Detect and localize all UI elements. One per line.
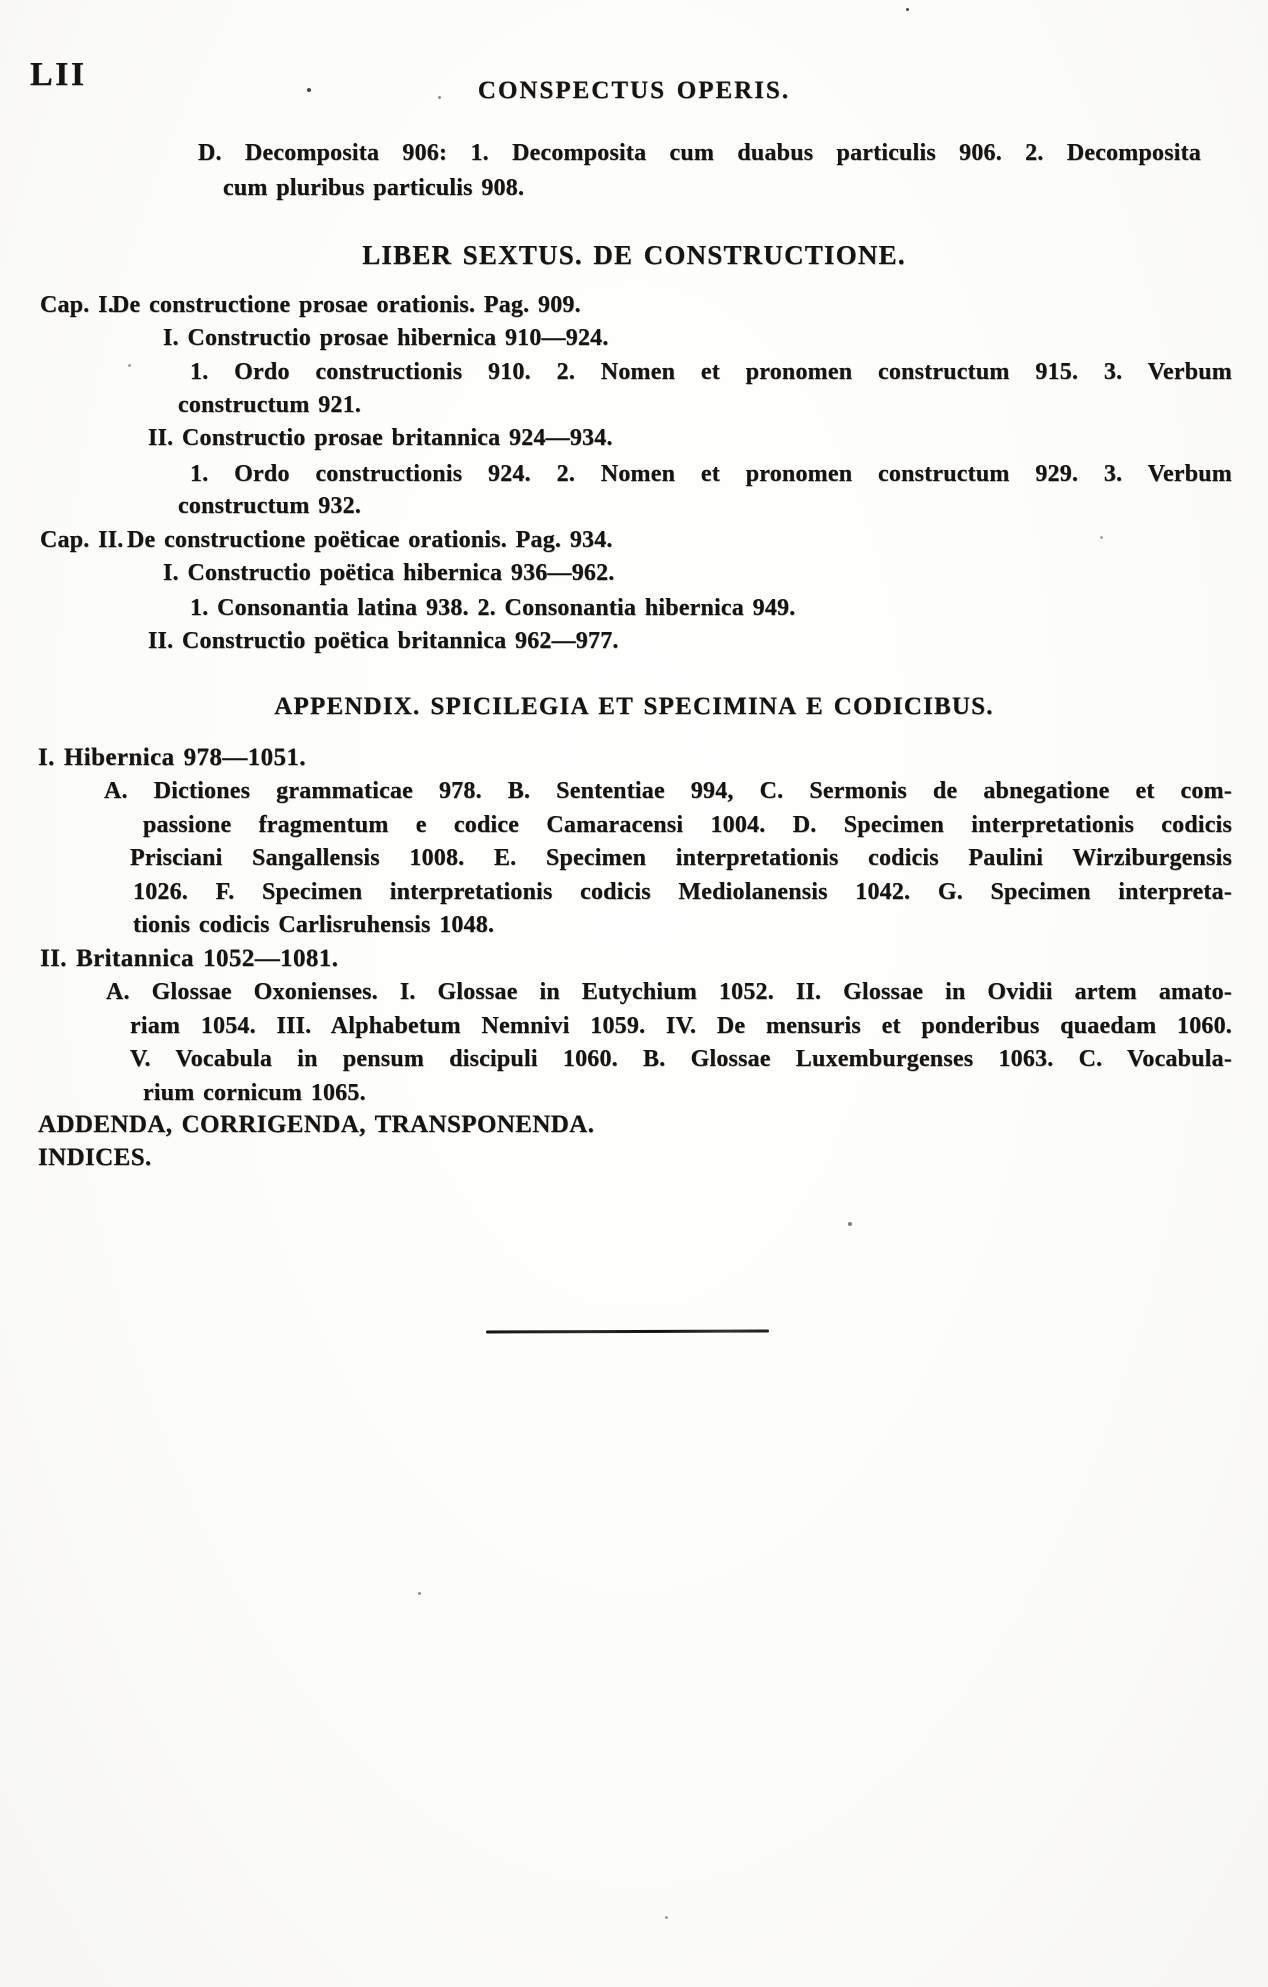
cap1-sub-i-line1: 1. Ordo constructionis 910. 2. Nomen et pronomen constructum 915. 3. Verbum [190, 359, 1232, 385]
britannica-title: II. Britannica 1052—1081. [40, 945, 339, 972]
scan-speck [438, 96, 441, 99]
cap1-label: Cap. I. [40, 292, 114, 318]
cap2-sub-i-title: I. Constructio poëtica hibernica 936—962. [163, 560, 615, 586]
scan-speck [1100, 536, 1103, 539]
scan-speck [307, 88, 311, 92]
decomposita-line-2: cum pluribus particulis 908. [223, 175, 525, 201]
britannica-line-3: V. Vocabula in pensum discipuli 1060. B. Glossae Luxemburgenses 1063. C. Vocabula- [130, 1046, 1232, 1072]
hibernica-title: I. Hibernica 978—1051. [38, 744, 306, 771]
cap2-label: Cap. II. [40, 527, 124, 553]
page-number: LII [30, 56, 87, 93]
cap1-sub-ii-title: II. Constructio prosae britannica 924—934. [148, 425, 613, 451]
addenda-line: ADDENDA, CORRIGENDA, TRANSPONENDA. [38, 1111, 595, 1138]
hibernica-line-1: A. Dictiones grammaticae 978. B. Sententiae 994, C. Sermonis de abnegatione et com- [104, 778, 1232, 804]
appendix-heading: APPENDIX. SPICILEGIA ET SPECIMINA E CODICIBUS. [274, 693, 994, 720]
britannica-line-1: A. Glossae Oxonienses. I. Glossae in Eutychium 1052. II. Glossae in Ovidii artem amato- [106, 979, 1232, 1005]
cap1-line [40, 290, 581, 320]
running-title: CONSPECTUS OPERIS. [477, 77, 791, 104]
cap1-sub-i-line2: constructum 921. [178, 392, 362, 418]
cap1-title: De constructione prosae orationis. Pag. 909. [112, 292, 581, 318]
scan-speck [665, 1916, 668, 1919]
scan-speck [418, 1592, 421, 1595]
scan-speck [128, 364, 131, 367]
scan-speck [848, 1222, 852, 1226]
indices-line: INDICES. [38, 1144, 152, 1171]
britannica-line-2: riam 1054. III. Alphabetum Nemnivi 1059. IV. De mensuris et ponderibus quaedam 1060. [130, 1013, 1232, 1039]
hibernica-line-4: 1026. F. Specimen interpretationis codicis Mediolanensis 1042. G. Specimen interpreta- [133, 879, 1232, 905]
hibernica-line-2: passione fragmentum e codice Camaracensi 1004. D. Specimen interpretationis codicis [143, 812, 1232, 838]
hibernica-line-5: tionis codicis Carlisruhensis 1048. [133, 912, 495, 938]
liber-sextus-heading: LIBER SEXTUS. DE CONSTRUCTIONE. [362, 240, 906, 270]
cap2-sub-i-line1: 1. Consonantia latina 938. 2. Consonantia hibernica 949. [190, 595, 796, 621]
britannica-line-4: rium cornicum 1065. [143, 1080, 366, 1106]
decomposita-line-1: D. Decomposita 906: 1. Decomposita cum duabus particulis 906. 2. Decomposita [198, 140, 1201, 166]
scan-speck [906, 8, 909, 11]
hibernica-line-3: Prisciani Sangallensis 1008. E. Specimen interpretationis codicis Paulini Wirziburgensis [130, 845, 1232, 871]
cap1-sub-ii-line2: constructum 932. [178, 493, 362, 519]
cap1-sub-i-title: I. Constructio prosae hibernica 910—924. [163, 325, 609, 351]
cap2-line [40, 525, 613, 555]
cap2-sub-ii-title: II. Constructio poëtica britannica 962—977. [148, 628, 619, 654]
section-divider-rule [486, 1330, 769, 1334]
cap2-title: De constructione poëticae orationis. Pag. 934. [127, 527, 613, 553]
cap1-sub-ii-line1: 1. Ordo constructionis 924. 2. Nomen et pronomen constructum 929. 3. Verbum [190, 461, 1232, 487]
